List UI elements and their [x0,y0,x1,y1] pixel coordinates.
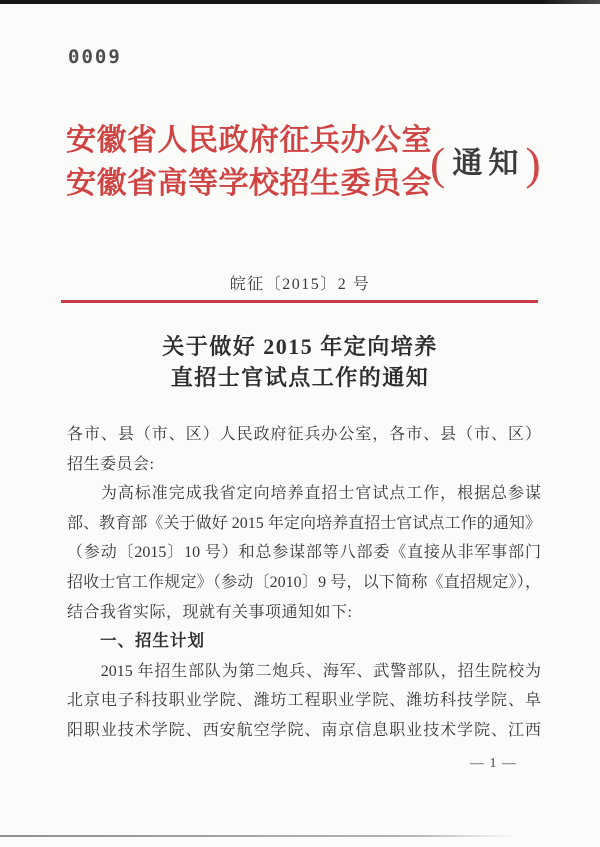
body-line: （参动〔2015〕10 号）和总参谋部等八部委《直接从非军事部门 [67,544,541,562]
doc-type-badge [430,138,541,189]
org-name-line1: 安徽省人民政府征兵办公室 [66,124,432,157]
document-number: 皖征〔2015〕2 号 [229,276,371,293]
document-body [67,420,541,746]
paren-open: ( [430,138,446,189]
body-line: 为高标准完成我省定向培养直招士官试点工作，根据总参谋 [67,485,541,503]
red-divider-rule [61,300,538,303]
issuing-organizations [66,119,432,205]
doc-type-label: 通知 [452,147,525,180]
body-line: 各市、县（市、区）人民政府征兵办公室，各市、县（市、区） [67,426,541,443]
body-line: 招收士官工作规定》（参动〔2010〕9 号，以下简称《直招规定》）， [67,573,541,591]
page-number: — 1 — [470,756,517,771]
org-name-line2: 安徽省高等学校招生委员会 [66,167,432,200]
scan-top-edge [0,0,600,4]
section-heading-1: 一、招生计划 [100,632,205,651]
intro-paragraph [67,479,541,627]
title-line2: 直招士官试点工作的通知 [170,365,430,390]
body-line: 结合我省实际，现就有关事项通知如下: [67,603,353,621]
stamp-serial-number: 0009 [68,46,122,68]
salutation-paragraph [67,420,541,479]
body-line: 部、教育部《关于做好 2015 年定向培养直招士官试点工作的通知》 [67,514,541,532]
body-line: 北京电子科技职业学院、潍坊工程职业学院、潍坊科技学院、阜 [67,692,541,710]
body-line: 招生委员会: [67,455,155,473]
title-line1: 关于做好 2015 年定向培养 [162,334,438,359]
enrollment-plan-paragraph [67,657,541,746]
scan-bottom-edge [0,835,515,837]
paren-close: ) [525,138,541,189]
body-line: 2015 年招生部队为第二炮兵、海军、武警部队，招生院校为 [67,662,541,680]
body-line: 阳职业技术学院、西安航空学院、南京信息职业技术学院、江西 [67,721,541,739]
document-title [0,331,600,393]
